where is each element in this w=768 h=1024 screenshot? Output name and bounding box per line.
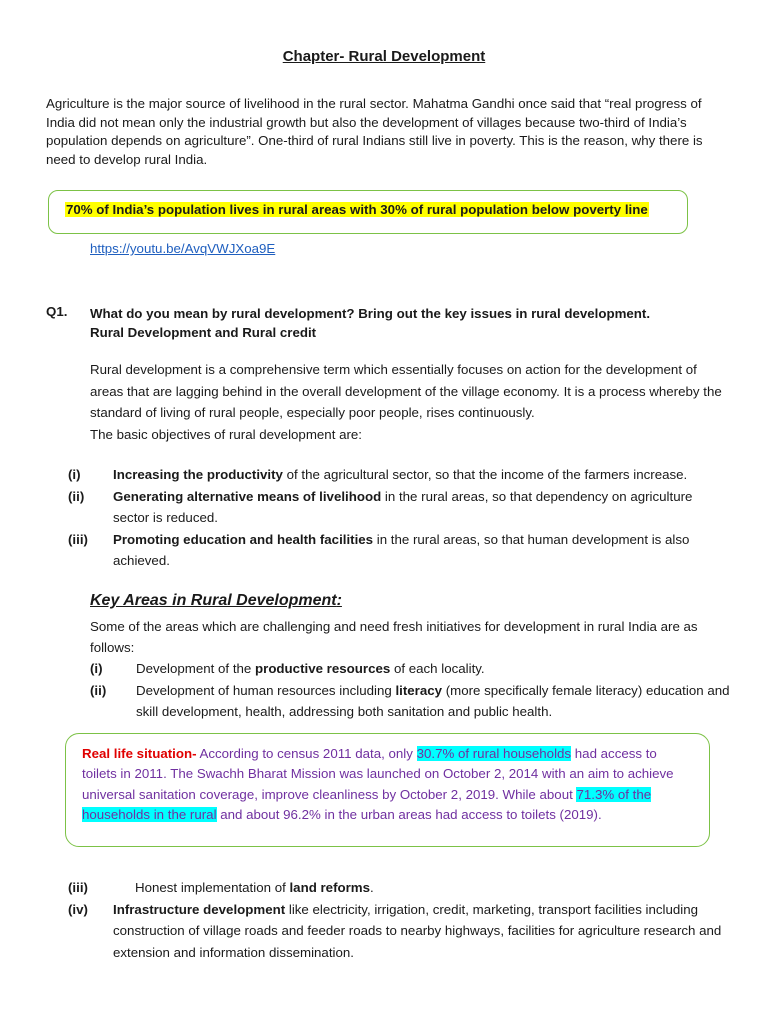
real-life-segment: had access to toilets in 2011. The Swachh Bharat Mission was launched on October 2, 2014 with an aim to achieve universal sanitation coverage, improve cleanliness by October 2, 2019. While about xyxy=(82,746,674,802)
list-item-text: of the agricultural sector, so that the income of the farmers increase. xyxy=(282,467,688,482)
list-item-bold: Infrastructure development xyxy=(113,901,286,917)
real-life-segment: and about 96.2% in the urban areas had access to toilets (2019). xyxy=(216,806,602,822)
list-item-text: of each locality. xyxy=(390,661,485,676)
list-item xyxy=(68,899,728,964)
list-item-text: Honest implementation of xyxy=(135,880,290,895)
list-item-text: like electricity, irrigation, credit, marketing, transport facilities including construction of village roads and feeder roads to nearby highways, facilities for agriculture research and extension and information dissemination. xyxy=(113,901,722,960)
list-item xyxy=(68,529,728,572)
poverty-callout-text: 70% of India’s population lives in rural areas with 30% of rural population below poverty line xyxy=(66,202,648,217)
real-life-segment: According to census 2011 data, only xyxy=(196,746,417,761)
list-item-text: . xyxy=(370,880,374,895)
key-areas-heading-colon: : xyxy=(336,592,342,609)
question-block xyxy=(90,304,730,342)
real-life-text xyxy=(82,744,692,825)
list-item-bold: land reforms xyxy=(289,880,371,895)
real-life-callout-box xyxy=(65,733,710,847)
question-subheading: Rural Development and Rural credit xyxy=(90,325,317,340)
list-item-bold: Promoting education and health facilities xyxy=(113,531,374,547)
list-item-text: Development of the xyxy=(136,661,256,676)
key-areas-heading xyxy=(90,592,342,610)
list-item-text: in the rural areas, so that human development is also achieved. xyxy=(113,531,690,568)
definition-paragraph: Rural development is a comprehensive term which essentially focuses on action for the development of areas that are lagging behind in the overall development of the village economy. It is a process whereby the standard of living of rural people, especially poor people, rises continuously. xyxy=(90,362,722,420)
list-number: (ii) xyxy=(90,682,107,698)
objectives-list xyxy=(68,464,728,572)
list-number: (iii) xyxy=(68,880,88,895)
key-areas-intro: Some of the areas which are challenging and need fresh initiatives for development in rural India are as follows: xyxy=(90,619,698,655)
key-areas-heading-text: Key Areas in Rural Development xyxy=(90,592,337,609)
list-item-bold: Generating alternative means of livelihood xyxy=(113,488,382,504)
list-item xyxy=(90,680,730,723)
highlight-rural-2019: 71.3% of the households in the rural xyxy=(82,786,652,822)
list-number: (i) xyxy=(90,661,103,676)
list-item-text: Development of human resources including xyxy=(136,682,396,698)
real-life-lead: Real life situation- xyxy=(82,746,197,761)
list-item xyxy=(90,658,730,680)
list-item-bold: productive resources xyxy=(255,661,391,676)
youtube-link[interactable]: https://youtu.be/AvqVWJXoa9E xyxy=(90,241,276,256)
question-text: What do you mean by rural development? Bring out the key issues in rural development. xyxy=(90,306,651,321)
list-number: (iv) xyxy=(68,901,88,917)
list-number: (ii) xyxy=(68,488,85,504)
list-item-bold: literacy xyxy=(395,682,443,698)
poverty-callout-box xyxy=(48,190,688,234)
list-item-text: (more specifically female literacy) education and skill development, health, addressing both sanitation and public health. xyxy=(136,682,730,719)
key-areas-list xyxy=(90,658,730,723)
list-item xyxy=(68,464,728,486)
intro-paragraph: Agriculture is the major source of livelihood in the rural sector. Mahatma Gandhi once said that “real progress of India did not mean only the industrial growth but also the development of villages because two-third of India’s population depends on agriculture”. One-third of rural Indians still live in poverty. This is the reason, why there is need to develop rural India. xyxy=(46,96,703,167)
list-item-text: in the rural areas, so that dependency on agriculture sector is reduced. xyxy=(113,488,693,525)
question-number: Q1. xyxy=(46,304,68,319)
objectives-lead: The basic objectives of rural development are: xyxy=(90,426,362,442)
highlight-rural-2011: 30.7% of rural households xyxy=(416,746,572,761)
list-item-bold: Increasing the productivity xyxy=(113,467,283,482)
definition-block xyxy=(90,359,730,445)
list-number: (i) xyxy=(68,467,81,482)
list-number: (iii) xyxy=(68,531,88,547)
key-areas-list-continued xyxy=(68,877,728,963)
list-item xyxy=(68,877,728,899)
list-item xyxy=(68,486,728,529)
page-title: Chapter- Rural Development xyxy=(282,48,486,65)
